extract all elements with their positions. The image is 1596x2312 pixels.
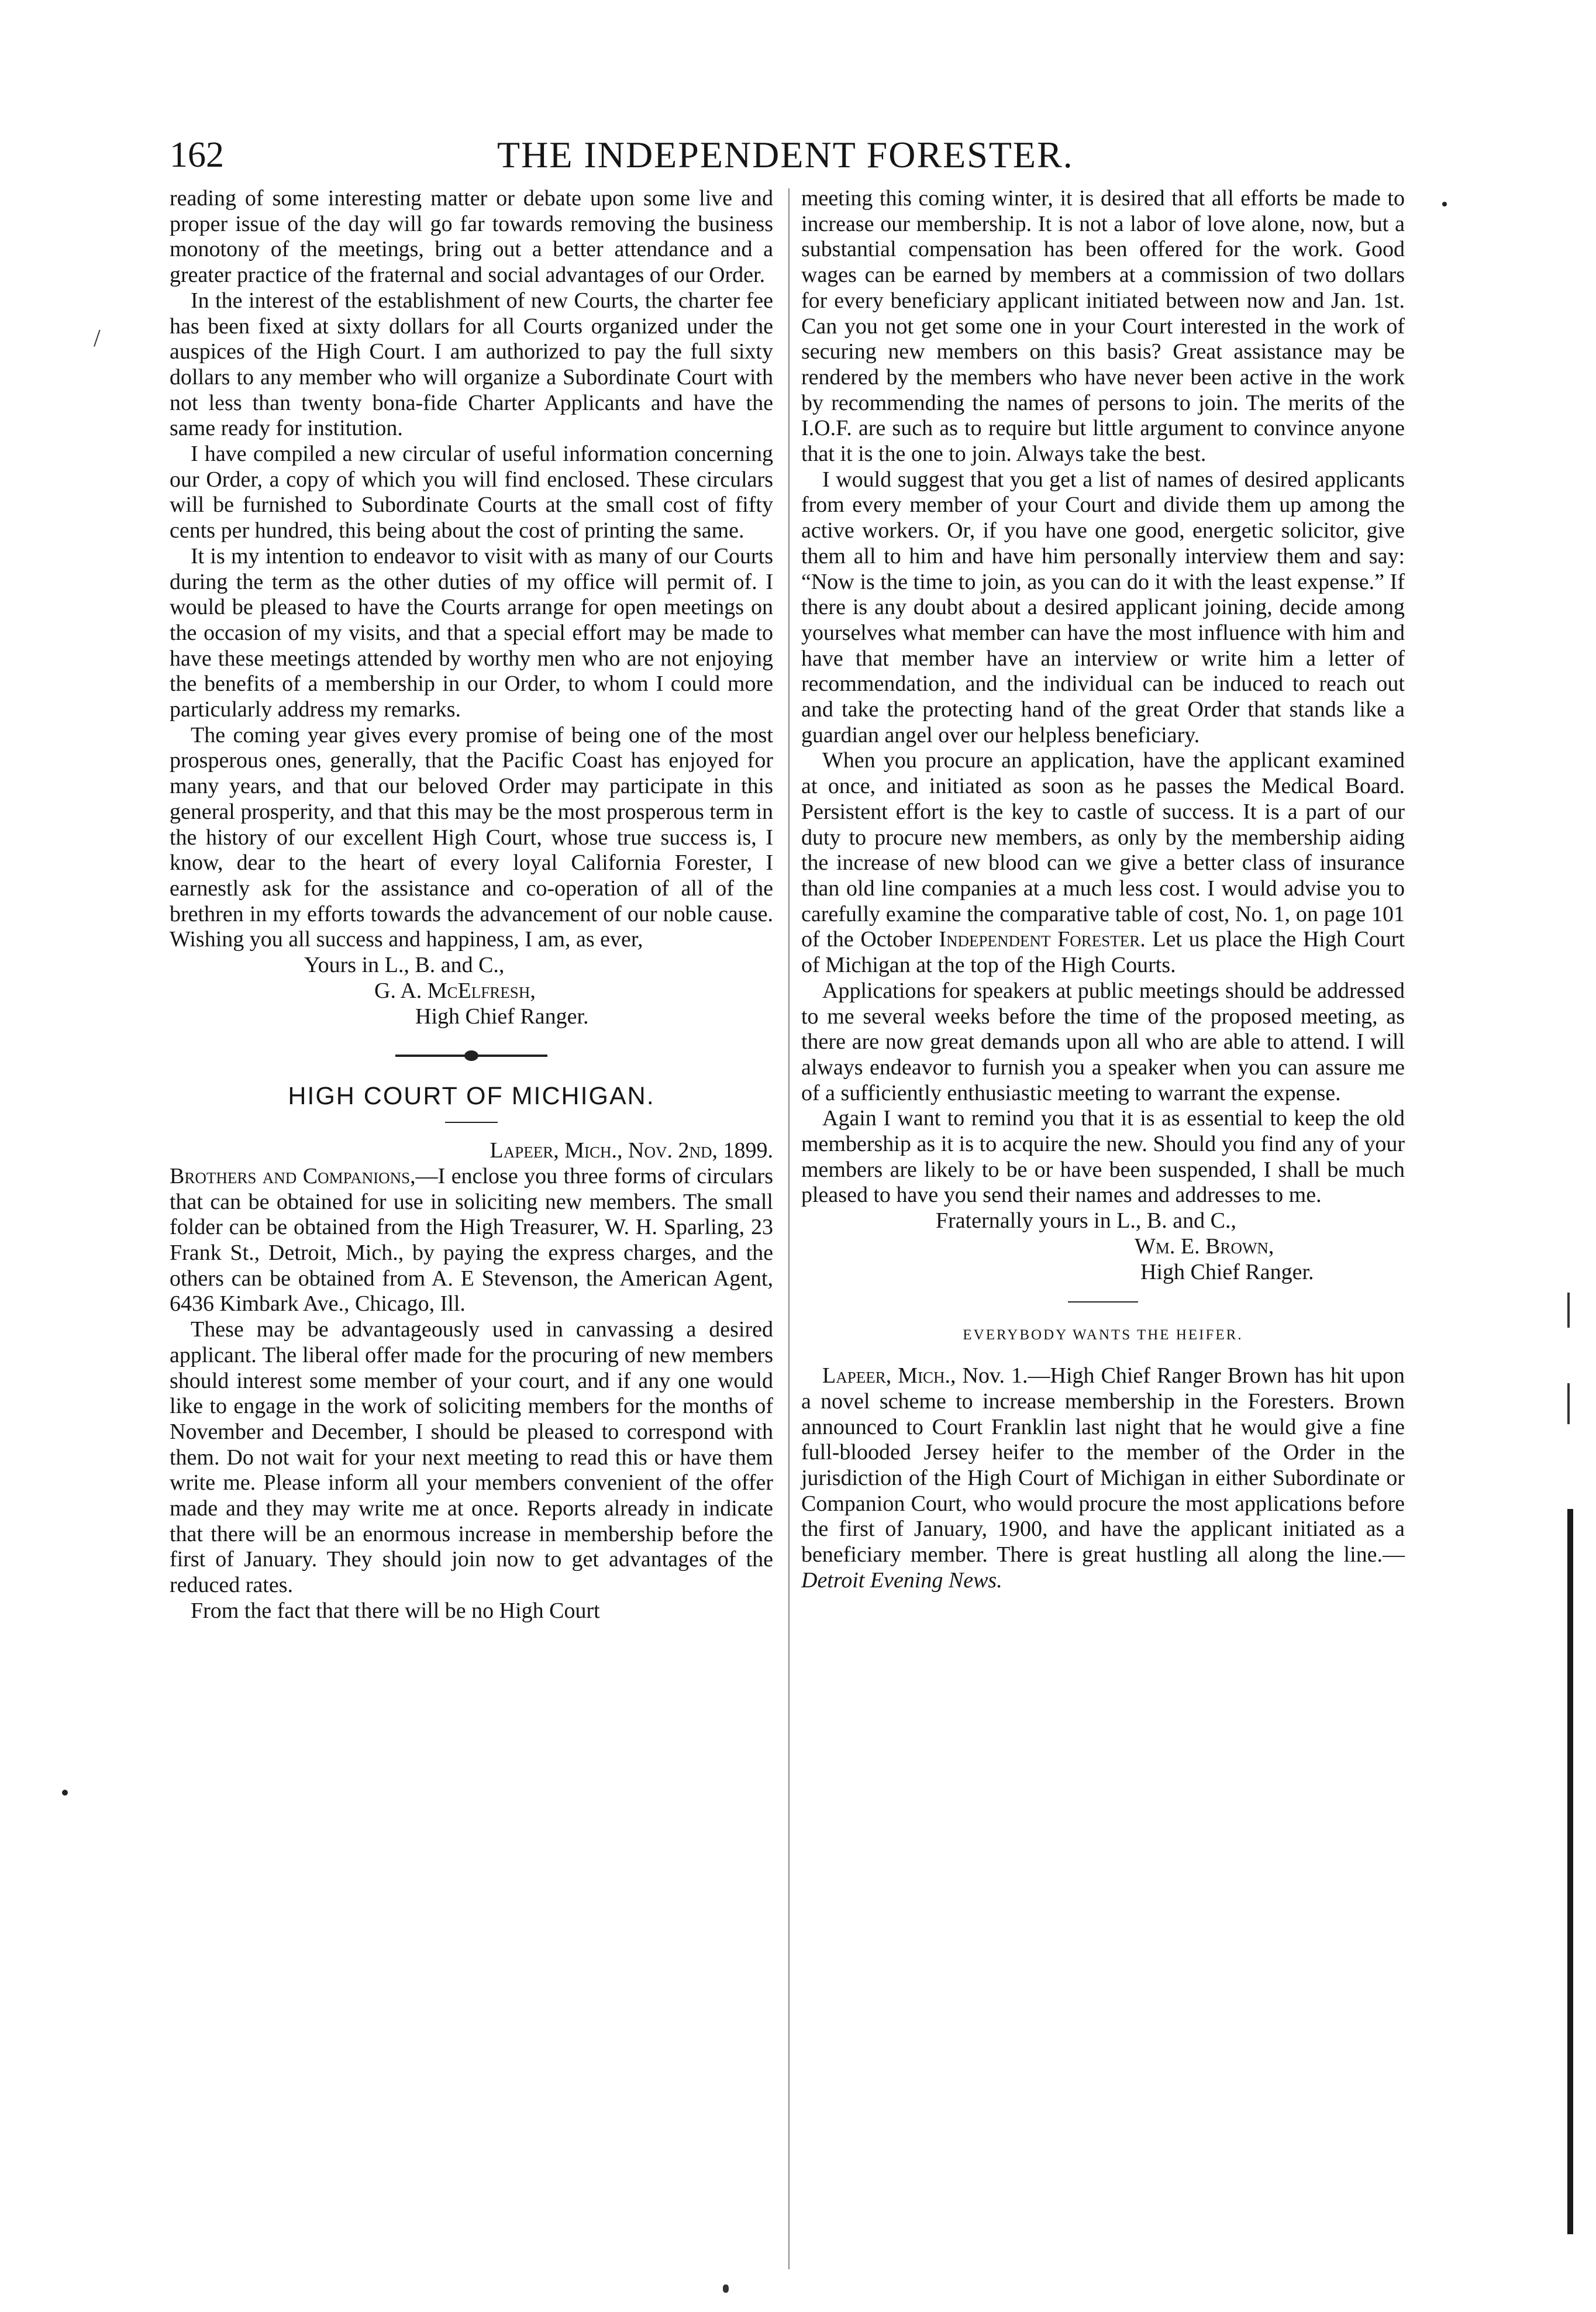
paragraph-text: When you procure an application, have the applicant examined at once, and initiated as soon as he passes the Medical Board. Persistent effort is the key to castle of success. It is a part of our duty to procure new members, as only by the membership aiding the increase of new blood can we give a better class of insurance than old line companies at a much less cost. I would advise you to carefully examine the comparative table of cost, No. 1, on page 101 of the October bbox=[801, 748, 1405, 952]
scan-edge-tick bbox=[1567, 1293, 1570, 1328]
news-heading: EVERYBODY WANTS THE HEIFER. bbox=[963, 1327, 1243, 1343]
column-divider bbox=[788, 188, 790, 2269]
paragraph: These may be advantageously used in canvassing a desired applicant. The liberal offer made for the procuring of new members should interest some member of your court, and if any one would like to engage in the work of soliciting members for the months of November and December, I should be pleased to correspond with them. Do not wait for your next meeting to read this or have them write me. Please inform all your members convenient of the offer made and they may write me at once. Reports already in indicate that there will be an enormous increase in membership before the first of January. They should join now to get advantages of the reduced rates. bbox=[170, 1317, 773, 1598]
paragraph-text: . Let us place the High Court of Michigan at the top of the High Courts. bbox=[801, 927, 1405, 978]
signature-title: High Chief Ranger. bbox=[415, 1004, 589, 1029]
paragraph bbox=[801, 1363, 1405, 1593]
magazine-title: Independent Forester bbox=[939, 927, 1140, 952]
closing-line: Fraternally yours in L., B. and C., bbox=[936, 1208, 1236, 1233]
section-rule bbox=[1068, 1301, 1138, 1303]
paragraph-text: —I enclose you three forms of circulars that can be obtained for use in soliciting new members. The small folder can be obtained from the High Treasurer, W. H. Sparling, 23 Frank St., Detroit, Mich., by paying the express charges, and the others can be obtained from A. E Stevenson, the American Agent, 6436 Kimbark Ave., Chicago, Ill. bbox=[170, 1163, 774, 1317]
margin-dot bbox=[62, 1790, 68, 1796]
signoff bbox=[170, 953, 773, 1029]
closing-line: Yours in L., B. and C., bbox=[304, 953, 505, 978]
scan-edge-tick bbox=[1567, 1383, 1570, 1424]
paragraph: The coming year gives every promise of being one of the most prosperous ones, generally, that the Pacific Coast has enjoyed for many years, and that our beloved Order may participate in this general prosperity, and that this may be the most prosperous term in the history of our excellent High Court, whose true success is, I know, dear to the heart of every loyal California Forester, I earnestly ask for the assistance and co-operation of all of the brethren in my efforts towards the advancement of our noble cause. Wishing you all success and happiness, I am, as ever, bbox=[170, 722, 773, 952]
running-title: THE INDEPENDENT FORESTER. bbox=[497, 134, 1074, 175]
ornamental-rule bbox=[395, 1047, 547, 1064]
margin-check-mark: / bbox=[94, 325, 101, 352]
salutation: Brothers and Companions, bbox=[170, 1163, 416, 1188]
left-column bbox=[170, 186, 773, 1624]
paragraph: Again I want to remind you that it is as essential to keep the old membership as it is to acquire the new. Should you find any of your members are likely to be or have been suspended, I shall be much pleased to have you send their names and addresses to me. bbox=[801, 1106, 1405, 1208]
scan-edge-bar bbox=[1567, 1509, 1573, 2234]
margin-dot bbox=[1442, 202, 1447, 206]
section-heading: HIGH COURT OF MICHIGAN. bbox=[288, 1082, 655, 1111]
paragraph: It is my intention to endeavor to visit with as many of our Courts during the term as the other duties of my office will permit of. I would be pleased to have the Courts arrange for open meetings on the occasion of my visits, and that a special effort may be made to have these meetings attended by worthy men who are not enjoying the benefits of a membership in our Order, to whom I could more particularly address my remarks. bbox=[170, 543, 773, 722]
page-number: 162 bbox=[170, 135, 224, 175]
paragraph: Applications for speakers at public meetings should be addressed to me several weeks before the time of the proposed meeting, as there are now great demands upon all who are able to attend. I will always endeavor to furnish you a speaker when you can assure me of a sufficiently enthusiastic meeting to warrant the expense. bbox=[801, 978, 1405, 1105]
paragraph: In the interest of the establishment of new Courts, the charter fee has been fixed at sixty dollars for all Courts organized under the auspices of the High Court. I am authorized to pay the full sixty dollars to any member who will organize a Subordinate Court with not less than twenty bona-fide Charter Applicants and have the same ready for institution. bbox=[170, 288, 773, 441]
paragraph: From the fact that there will be no High Court bbox=[191, 1598, 600, 1623]
ornament-dot bbox=[464, 1050, 478, 1061]
foot-mark bbox=[723, 2285, 729, 2293]
signature-title: High Chief Ranger. bbox=[1140, 1259, 1314, 1284]
page-header bbox=[170, 126, 1404, 190]
paragraph: I would suggest that you get a list of names of desired applicants from every member of your Court and divide them up among the active workers. Or, if you have one good, energetic solicitor, give them all to him and have him personally interview them and say: “Now is the time to join, as you can do it with the least expense.” If there is any doubt about a desired applicant joining, decide among yourselves what member can have the most influence with him and have that member have an interview or write him a letter of recommendation, and the individual can be induced to reach out and take the protecting hand of the great Order that stands like a guardian angel over our helpless beneficiary. bbox=[801, 467, 1405, 747]
paragraph-text: , Nov. 1.—High Chief Ranger Brown has hit upon a novel scheme to increase membership in the Foresters. Brown announced to Court Franklin last night that he would give a fine full-blooded Jersey heifer to the member of the Order in the jurisdiction of the High Court of Michigan in either Subordinate or Companion Court, who would procure the most applications before the first of January, 1900, and have the applicant initiated as a beneficiary member. There is great hustling all along the line.— bbox=[801, 1363, 1405, 1567]
news-source: Detroit Evening News. bbox=[801, 1567, 1002, 1593]
right-column bbox=[801, 186, 1405, 1594]
news-dateline: Lapeer, Mich. bbox=[822, 1363, 951, 1388]
paragraph: I have compiled a new circular of useful information concerning our Order, a copy of which you will find enclosed. These circulars will be furnished to Subordinate Courts at the small cost of fifty cents per hundred, this being about the cost of printing the same. bbox=[170, 442, 773, 543]
heading-rule bbox=[445, 1122, 498, 1123]
signoff bbox=[801, 1208, 1405, 1285]
paragraph bbox=[170, 1164, 773, 1317]
paragraph: meeting this coming winter, it is desired that all efforts be made to increase our membership. It is not a labor of love alone, now, but a substantial compensation has been offered for the work. Good wages can be earned by members at a commission of two dollars for every beneficiary applicant initiated between now and Jan. 1st. Can you not get some one in your Court interested in the work of securing new members on this basis? Great assistance may be rendered by the members who have never been active in the work by recommending the names of persons to join. The merits of the I.O.F. are such as to require but little argument to convince anyone that it is the one to join. Always take the best. bbox=[801, 186, 1405, 467]
signature-name: G. A. McElfresh, bbox=[374, 978, 536, 1003]
paragraph bbox=[801, 748, 1405, 978]
signature-name: Wm. E. Brown, bbox=[1135, 1233, 1274, 1259]
paragraph: reading of some interesting matter or debate upon some live and proper issue of the day will go far towards removing the business monotony of the meetings, bring out a better attendance and a greater practice of the fraternal and social advantages of our Order. bbox=[170, 186, 773, 288]
dateline: Lapeer, Mich., Nov. 2nd, 1899. bbox=[490, 1138, 773, 1163]
